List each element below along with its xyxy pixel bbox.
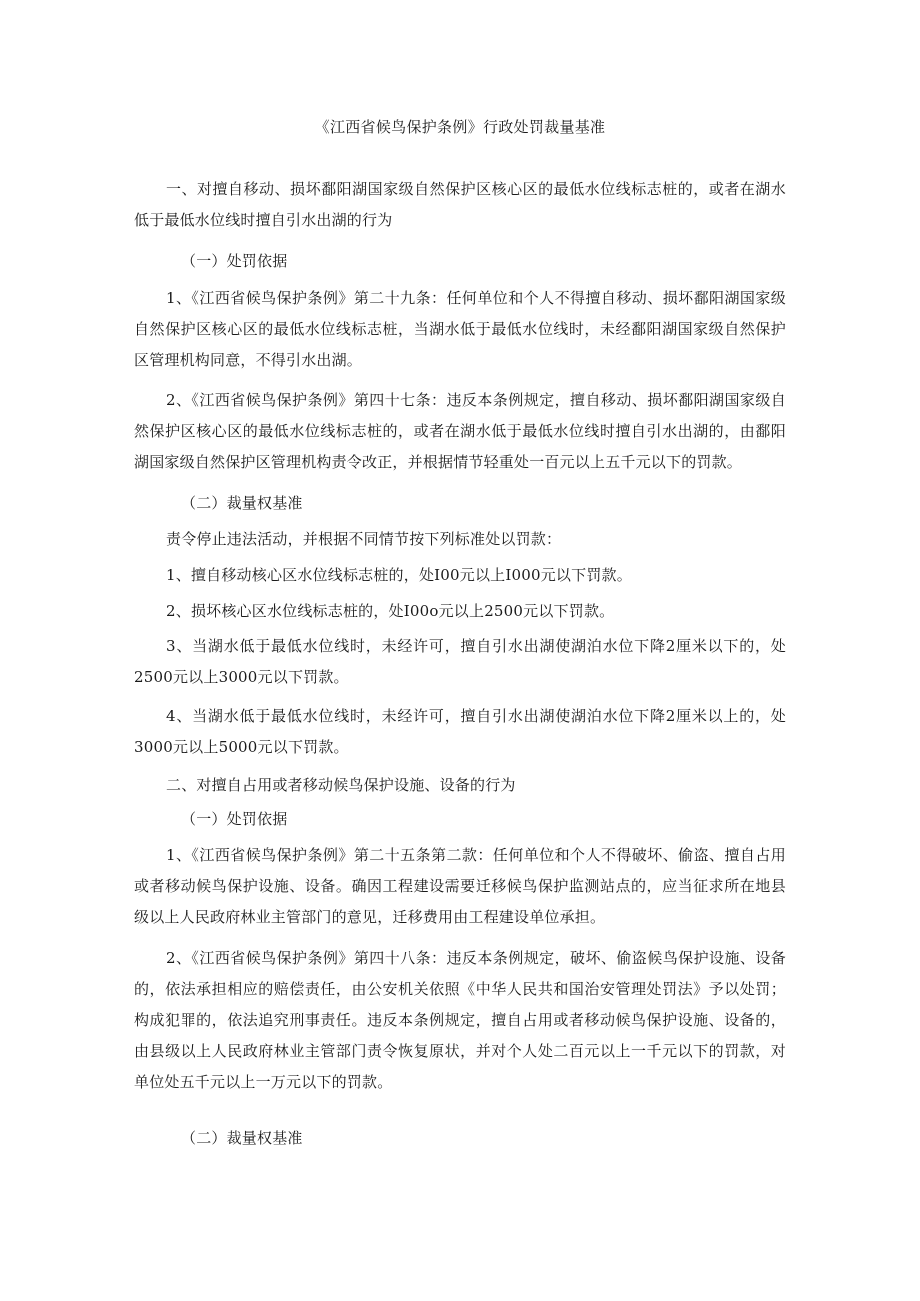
section-1-basis-item-2: 2、《江西省候鸟保护条例》第四十七条：违反本条例规定，擅自移动、损坏鄱阳湖国家级自然保护区核心区的最低水位线标志桩的，或者在湖水低于最低水位线时擅自引水出湖的，由鄱阳湖国家级自然保护区管理机构责令改正，并根据情节轻重处一百元以上五千元以下的罚款。	[134, 391, 786, 471]
section-2-basis-item-1: 1、《江西省候鸟保护条例》第二十五条第二款：任何单位和个人不得破坏、偷盗、擅自占用或者移动候鸟保护设施、设备。确因工程建设需要迁移候鸟保护监测站点的，应当征求所在地县级以上人民政府林业主管部门的意见，迁移费用由工程建设单位承担。	[134, 846, 786, 926]
section-1-basis-item-1: 1、《江西省候鸟保护条例》第二十九条：任何单位和个人不得擅自移动、损坏鄱阳湖国家级自然保护区核心区的最低水位线标志桩，当湖水低于最低水位线时，未经鄱阳湖国家级自然保护区管理机构同意，不得引水出湖。	[134, 289, 786, 369]
section-2-heading: 二、对擅自占用或者移动候鸟保护设施、设备的行为	[166, 776, 516, 794]
section-1-discretion-item-1: 1、擅自移动核心区水位线标志桩的，处I00元以上I000元以下罚款。	[166, 566, 632, 584]
section-1-discretion-item-2: 2、损坏核心区水位线标志桩的，处I00o元以上2500元以下罚款。	[166, 602, 615, 620]
section-1-basis-heading: （一）处罚依据	[181, 252, 288, 270]
section-1-heading: 一、对擅自移动、损坏鄱阳湖国家级自然保护区核心区的最低水位线标志桩的，或者在湖水低于最低水位线时擅自引水出湖的行为	[134, 180, 786, 229]
document-title: 《江西省候鸟保护条例》行政处罚裁量基准	[314, 118, 606, 136]
section-1-discretion-heading: （二）裁量权基准	[181, 494, 303, 512]
section-2-basis-item-2: 2、《江西省候鸟保护条例》第四十八条：违反本条例规定，破坏、偷盗候鸟保护设施、设备的，依法承担相应的赔偿责任，由公安机关依照《中华人民共和国治安管理处罚法》予以处罚；构成犯罪的，依法追究刑事责任。违反本条例规定，擅自占用或者移动候鸟保护设施、设备的，由县级以上人民政府林业主管部门责令恢复原状，并对个人处二百元以上一千元以下的罚款，对单位处五千元以上一万元以下的罚款。	[134, 949, 786, 1091]
section-2-basis-heading: （一）处罚依据	[181, 810, 288, 828]
section-1-discretion-intro: 责令停止违法活动，并根据不同情节按下列标准处以罚款：	[166, 530, 562, 548]
section-1-discretion-item-3: 3、当湖水低于最低水位线时，未经许可，擅自引水出湖使湖泊水位下降2厘米以下的，处2500元以上3000元以下罚款。	[134, 637, 786, 686]
section-1-discretion-item-4: 4、当湖水低于最低水位线时，未经许可，擅自引水出湖使湖泊水位下降2厘米以上的，处3000元以上5000元以下罚款。	[134, 707, 786, 756]
section-2-discretion-heading: （二）裁量权基准	[181, 1129, 303, 1147]
